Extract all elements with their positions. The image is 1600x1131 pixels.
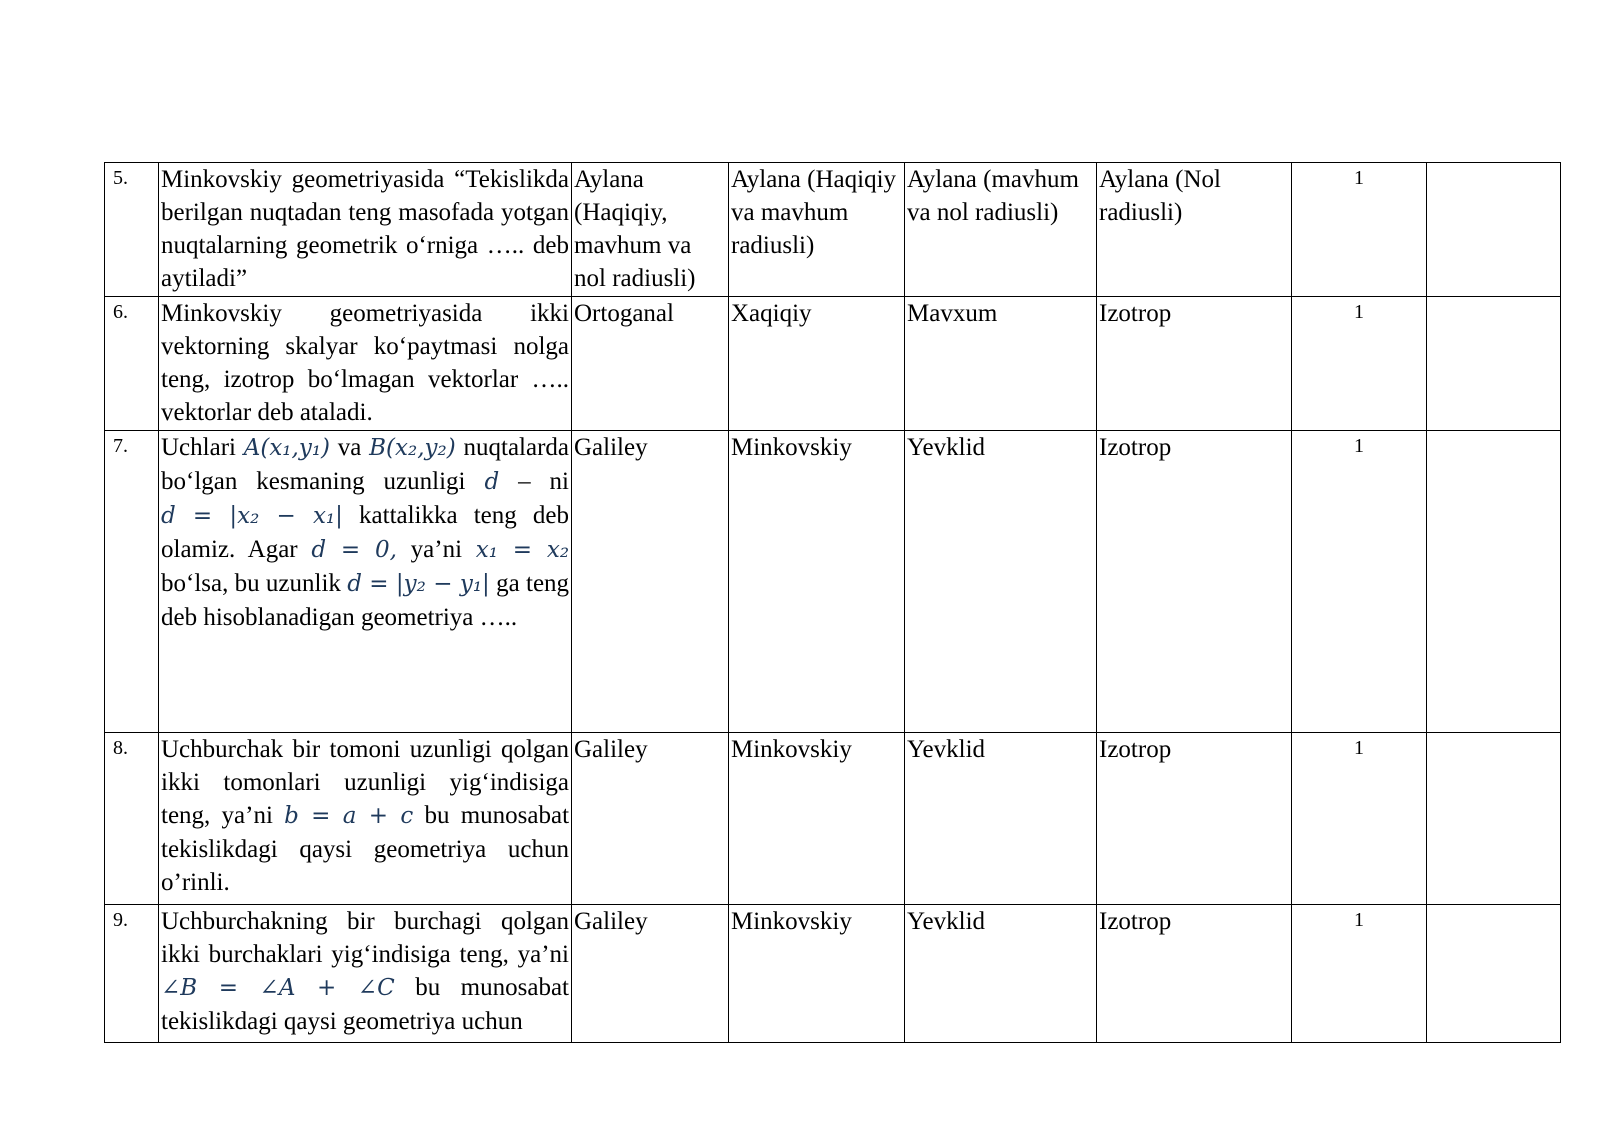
- question-text-part: va: [337, 434, 362, 461]
- answer-option-c: Aylana (mavhum va nol radiusli): [905, 163, 1097, 297]
- table-row: [105, 905, 1561, 1043]
- empty-cell: [1427, 431, 1561, 733]
- question-text-part: ya’ni: [410, 536, 463, 563]
- math-formula: b = a + c: [284, 803, 414, 829]
- question-text-part: Uchburchak bir tomoni uzunligi qolgan ikki tomonlari uzunligi yig‘indisiga teng, ya’ni: [161, 736, 569, 829]
- answer-option-c: Yevklid: [905, 431, 1097, 733]
- math-formula: d: [484, 469, 500, 495]
- math-formula: d = 0,: [311, 537, 397, 563]
- empty-cell: [1427, 297, 1561, 431]
- question-text-part: bu munosabat tekislikdagi qaysi geometriya uchun: [161, 974, 569, 1035]
- table-row: [105, 163, 1561, 297]
- answer-option-b: Aylana (Haqiqiy va mavhum radiusli): [729, 163, 905, 297]
- math-formula: x₁ = x₂: [475, 537, 570, 563]
- answer-option-d: Aylana (Nol radiusli): [1097, 163, 1292, 297]
- question-text-part: nuqtalarda bo‘lgan kesmaning uzunligi: [161, 434, 570, 495]
- question-score: 1: [1292, 733, 1427, 905]
- question-score: 1: [1292, 297, 1427, 431]
- question-text-part: bu munosabat tekislikdagi qaysi geometriya uchun o’rinli.: [161, 802, 570, 896]
- question-text: Minkovskiy geometriyasida “Tekislikda berilgan nuqtadan teng masofada yotgan nuqtalarning geometrik o‘rniga ….. deb aytiladi”: [159, 163, 572, 297]
- question-number: 6.: [105, 297, 159, 431]
- question-score: 1: [1292, 431, 1427, 733]
- empty-cell: [1427, 905, 1561, 1043]
- question-score: 1: [1292, 905, 1427, 1043]
- question-number: 9.: [105, 905, 159, 1043]
- question-number: 5.: [105, 163, 159, 297]
- math-formula: B(x₂,y₂): [369, 435, 456, 461]
- answer-option-a: Ortoganal: [572, 297, 729, 431]
- table-row: [105, 431, 1561, 733]
- empty-cell: [1427, 163, 1561, 297]
- answer-option-d: Izotrop: [1097, 297, 1292, 431]
- question-text-part: ga teng deb hisoblanadigan geometriya …..: [161, 570, 570, 631]
- answer-option-a: Galiley: [572, 905, 729, 1043]
- math-formula: d = |x₂ − x₁|: [161, 503, 343, 529]
- answer-option-d: Izotrop: [1097, 905, 1292, 1043]
- answer-option-a: Aylana (Haqiqiy, mavhum va nol radiusli): [572, 163, 729, 297]
- answer-option-c: Mavxum: [905, 297, 1097, 431]
- question-text-part: – ni: [518, 468, 569, 495]
- math-formula: A(x₁,y₁): [243, 435, 331, 461]
- question-text: [159, 733, 572, 905]
- answer-option-b: Minkovskiy: [729, 431, 905, 733]
- question-number: 8.: [105, 733, 159, 905]
- question-text: [159, 431, 572, 733]
- question-text: Minkovskiy geometriyasida ikki vektorning skalyar ko‘paytmasi nolga teng, izotrop bo‘lmagan vektorlar ….. vektorlar deb ataladi.: [159, 297, 572, 431]
- question-text-part: kattalikka teng deb olamiz. Agar: [161, 502, 569, 563]
- answer-option-a: Galiley: [572, 431, 729, 733]
- answer-option-c: Yevklid: [905, 905, 1097, 1043]
- answer-option-b: Minkovskiy: [729, 733, 905, 905]
- test-questions-table: [104, 162, 1561, 1043]
- answer-option-b: Minkovskiy: [729, 905, 905, 1043]
- empty-cell: [1427, 733, 1561, 905]
- answer-option-d: Izotrop: [1097, 431, 1292, 733]
- question-number: 7.: [105, 431, 159, 733]
- question-text-part: Uchlari: [161, 434, 236, 461]
- table-row: [105, 733, 1561, 905]
- question-text-part: bo‘lsa, bu uzunlik: [161, 570, 341, 597]
- answer-option-c: Yevklid: [905, 733, 1097, 905]
- math-formula: d = |y₂ − y₁|: [347, 571, 490, 597]
- answer-option-d: Izotrop: [1097, 733, 1292, 905]
- answer-option-b: Xaqiqiy: [729, 297, 905, 431]
- question-score: 1: [1292, 163, 1427, 297]
- answer-option-a: Galiley: [572, 733, 729, 905]
- math-formula: ∠B = ∠A + ∠C: [161, 975, 395, 1001]
- table-row: [105, 297, 1561, 431]
- question-text: [159, 905, 572, 1043]
- question-text-part: Uchburchakning bir burchagi qolgan ikki burchaklari yig‘indisiga teng, ya’ni: [161, 908, 569, 968]
